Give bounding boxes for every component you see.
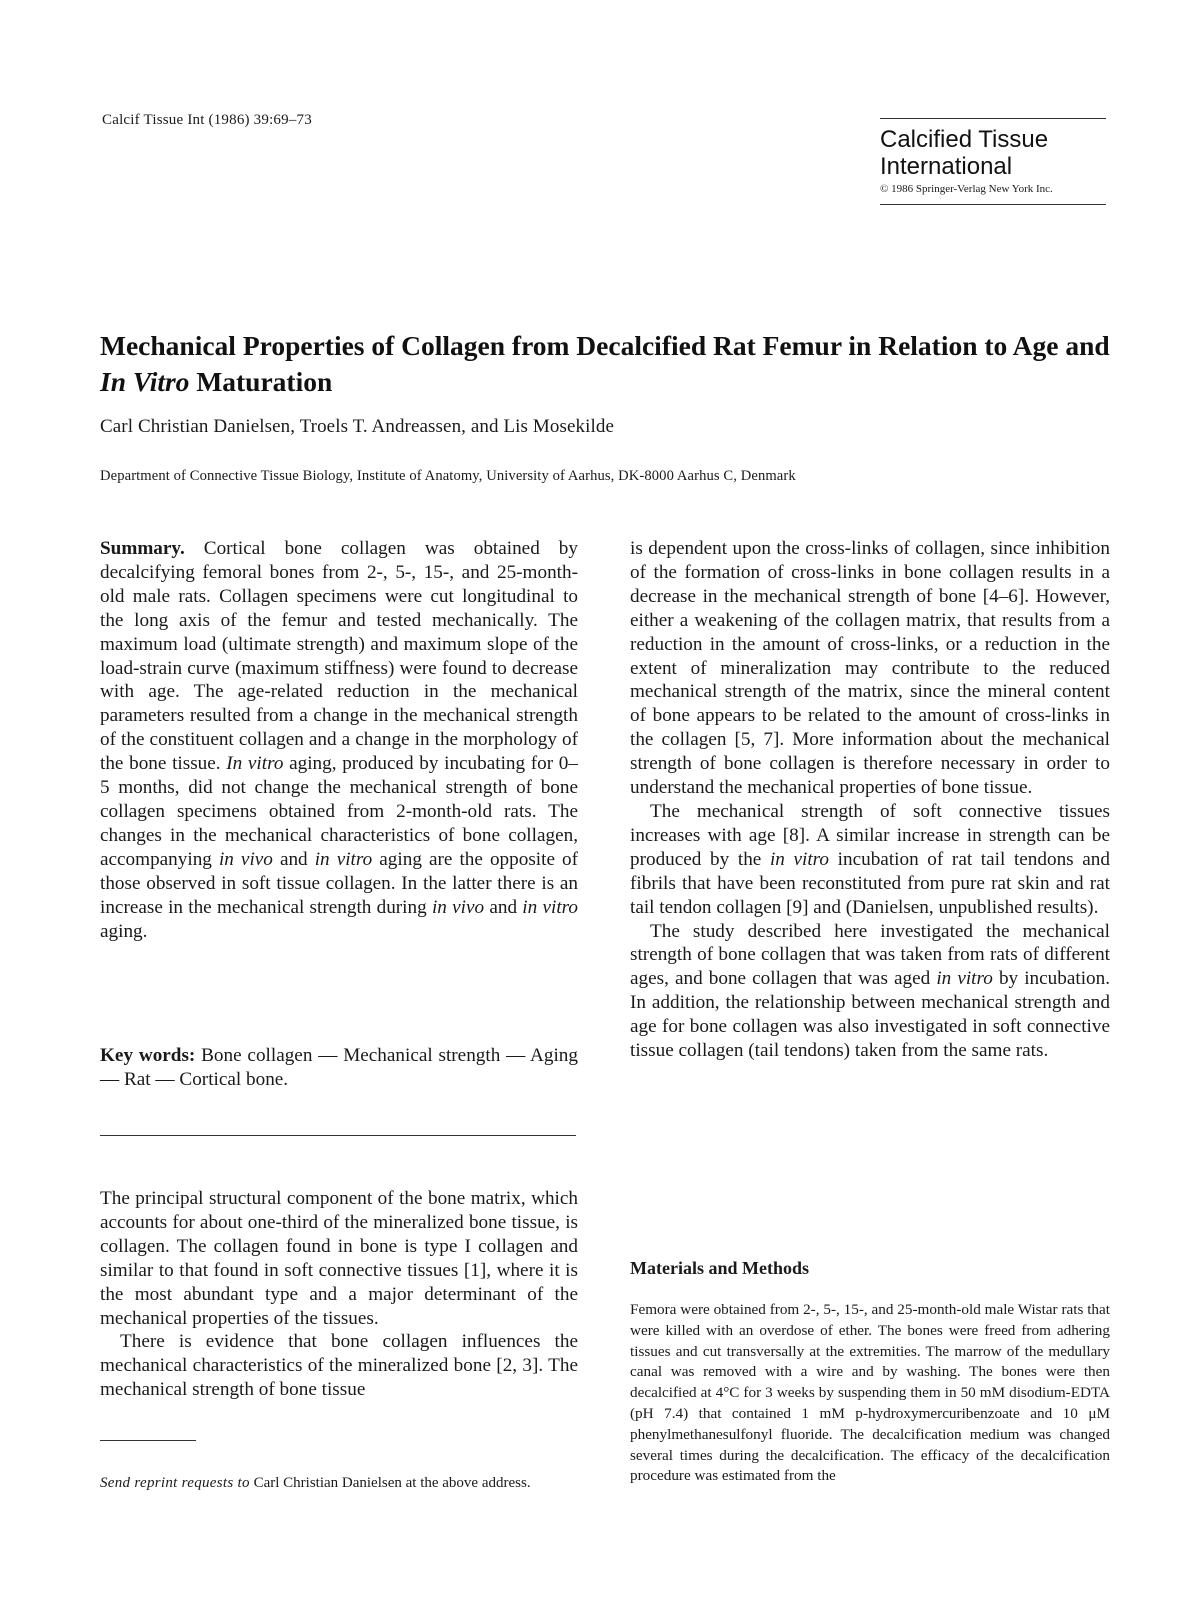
right-paragraph-2-italic: in vitro [769, 848, 830, 870]
summary-section [100, 537, 578, 943]
summary-text: and [484, 896, 523, 918]
footnote-italic: Send reprint requests to [100, 1475, 250, 1491]
footnote [100, 1474, 578, 1493]
title-part2: Maturation [189, 366, 333, 397]
right-paragraph-3-italic: in vitro [936, 968, 993, 990]
authors: Carl Christian Danielsen, Troels T. Andreassen, and Lis Mosekilde [100, 416, 614, 437]
methods-section [630, 1300, 1110, 1487]
summary-text: Cortical bone collagen was obtained by decalcifying femoral bones from 2-, 5-, 15-, and 25-month-old male rats. Collagen specimens were cut longitudinal to the long axis of the femur and tested mechanically. The maximum load (ultimate strength) and maximum slope of the load-strain curve (maximum stiffness) were found to decrease with age. The age-related reduction in the mechanical parameters resulted from a change in the mechanical strength of the constituent collagen and a change in the morphology of the bone tissue. [100, 538, 578, 775]
methods-heading: Materials and Methods [630, 1258, 809, 1278]
summary-text: aging. [100, 920, 148, 942]
intro-paragraph-1: The principal structural component of the bone matrix, which accounts for about one-third of the mineralized bone tissue, is collagen. The collagen found in bone is type I collagen and similar to that found in soft connective tissues [1], where it is the most abundant type and a major determinant of the mechanical properties of the tissues. [100, 1188, 578, 1329]
intro-paragraph-2: There is evidence that bone collagen influences the mechanical characteristics of the mineralized bone [2, 3]. The mechanical strength of bone tissue [100, 1331, 578, 1401]
footnote-rule [100, 1440, 196, 1441]
introduction-section [100, 1187, 578, 1402]
journal-name-line2: International [880, 153, 1013, 180]
right-paragraph-2-text: The mechanical strength of soft connective tissues increases with age [8]. A similar increase in strength can be produced by the [630, 800, 1110, 870]
journal-rule-bottom [880, 204, 1106, 205]
summary-italic: in vitro [314, 848, 373, 870]
right-paragraph-2-text: incubation of rat tail tendons and fibrils that have been reconstituted from pure rat skin and rat tail tendon collagen [9] and (Danielsen, unpublished results). [630, 848, 1110, 918]
methods-paragraph: Femora were obtained from 2-, 5-, 15-, and 25-month-old male Wistar rats that were killed with an overdose of ether. The bones were freed from adhering tissues and cut transversally at the extremities. The marrow of the medullary canal was removed with a wire and by washing. The bones were then decalcified at 4°C for 3 weeks by suspending them in 50 mM disodium-EDTA (pH 7.4) that contained 1 mM p-hydroxymercuribenzoate and 10 μM phenylmethanesulfonyl fluoride. The decalcification medium was changed several times during the decalcification. The efficacy of the decalcification procedure was estimated from the [630, 1301, 1110, 1485]
section-divider [100, 1135, 576, 1136]
keywords-label: Key words: [100, 1045, 196, 1066]
right-paragraph-1: is dependent upon the cross-links of collagen, since inhibition of the formation of cross-links in bone collagen results in a decrease in the mechanical strength of bone [4–6]. However, either a weakening of the collagen matrix, that results from a reduction in the amount of cross-links, or a reduction in the extent of mineralization may contribute to the reduced mechanical strength of the matrix, since the mineral content of bone appears to be related to the amount of cross-links in the collagen [5, 7]. More information about the mechanical strength of bone collagen is therefore necessary in order to understand the mechanical properties of bone tissue. [630, 538, 1110, 799]
journal-box [880, 118, 1106, 205]
journal-name [880, 126, 1106, 180]
journal-name-line1: Calcified Tissue [880, 126, 1049, 153]
summary-italic: in vitro [522, 896, 578, 918]
keywords-paragraph [100, 1044, 578, 1092]
right-paragraph-2 [630, 800, 1110, 920]
summary-paragraph [100, 537, 578, 943]
right-paragraph-3 [630, 920, 1110, 1063]
copyright-notice: © 1986 Springer-Verlag New York Inc. [880, 183, 1053, 195]
journal-rule-top [880, 118, 1106, 119]
running-head: Calcif Tissue Int (1986) 39:69–73 [102, 112, 312, 128]
summary-italic: in vivo [431, 896, 485, 918]
affiliation: Department of Connective Tissue Biology, Institute of Anatomy, University of Aarhus, DK-8000 Aarhus C, Denmark [100, 468, 796, 484]
keywords-section [100, 1044, 578, 1092]
keywords-text: Bone collagen — Mechanical strength — Aging — Rat — Cortical bone. [100, 1045, 578, 1090]
summary-text: aging, produced by incubating for 0–5 months, did not change the mechanical strength of bone collagen specimens obtained from 2-month-old rats. The changes in the mechanical characteristics of bone collagen, accompanying [100, 753, 578, 870]
title-part1: Mechanical Properties of Collagen from Decalcified Rat Femur in Relation to Age and [100, 330, 1110, 361]
right-column-body [630, 537, 1110, 1063]
right-paragraph-3-text: The study described here investigated the mechanical strength of bone collagen that was taken from rats of different ages, and bone collagen that was aged [630, 920, 1110, 990]
title-italic: In Vitro [100, 366, 190, 397]
summary-text: and [272, 848, 315, 870]
summary-italic: In vitro [226, 753, 284, 775]
summary-italic: in vivo [218, 848, 273, 870]
summary-label: Summary. [100, 538, 185, 559]
footnote-text: Carl Christian Danielsen at the above address. [249, 1475, 531, 1491]
summary-text: aging are the opposite of those observed in soft tissue collagen. In the latter there is an increase in the mechanical strength during [100, 848, 579, 918]
article-title [100, 328, 1120, 400]
right-paragraph-3-text: by incubation. In addition, the relationship between mechanical strength and age for bone collagen was also investigated in soft connective tissue collagen (tail tendons) taken from the same rats. [630, 968, 1111, 1062]
